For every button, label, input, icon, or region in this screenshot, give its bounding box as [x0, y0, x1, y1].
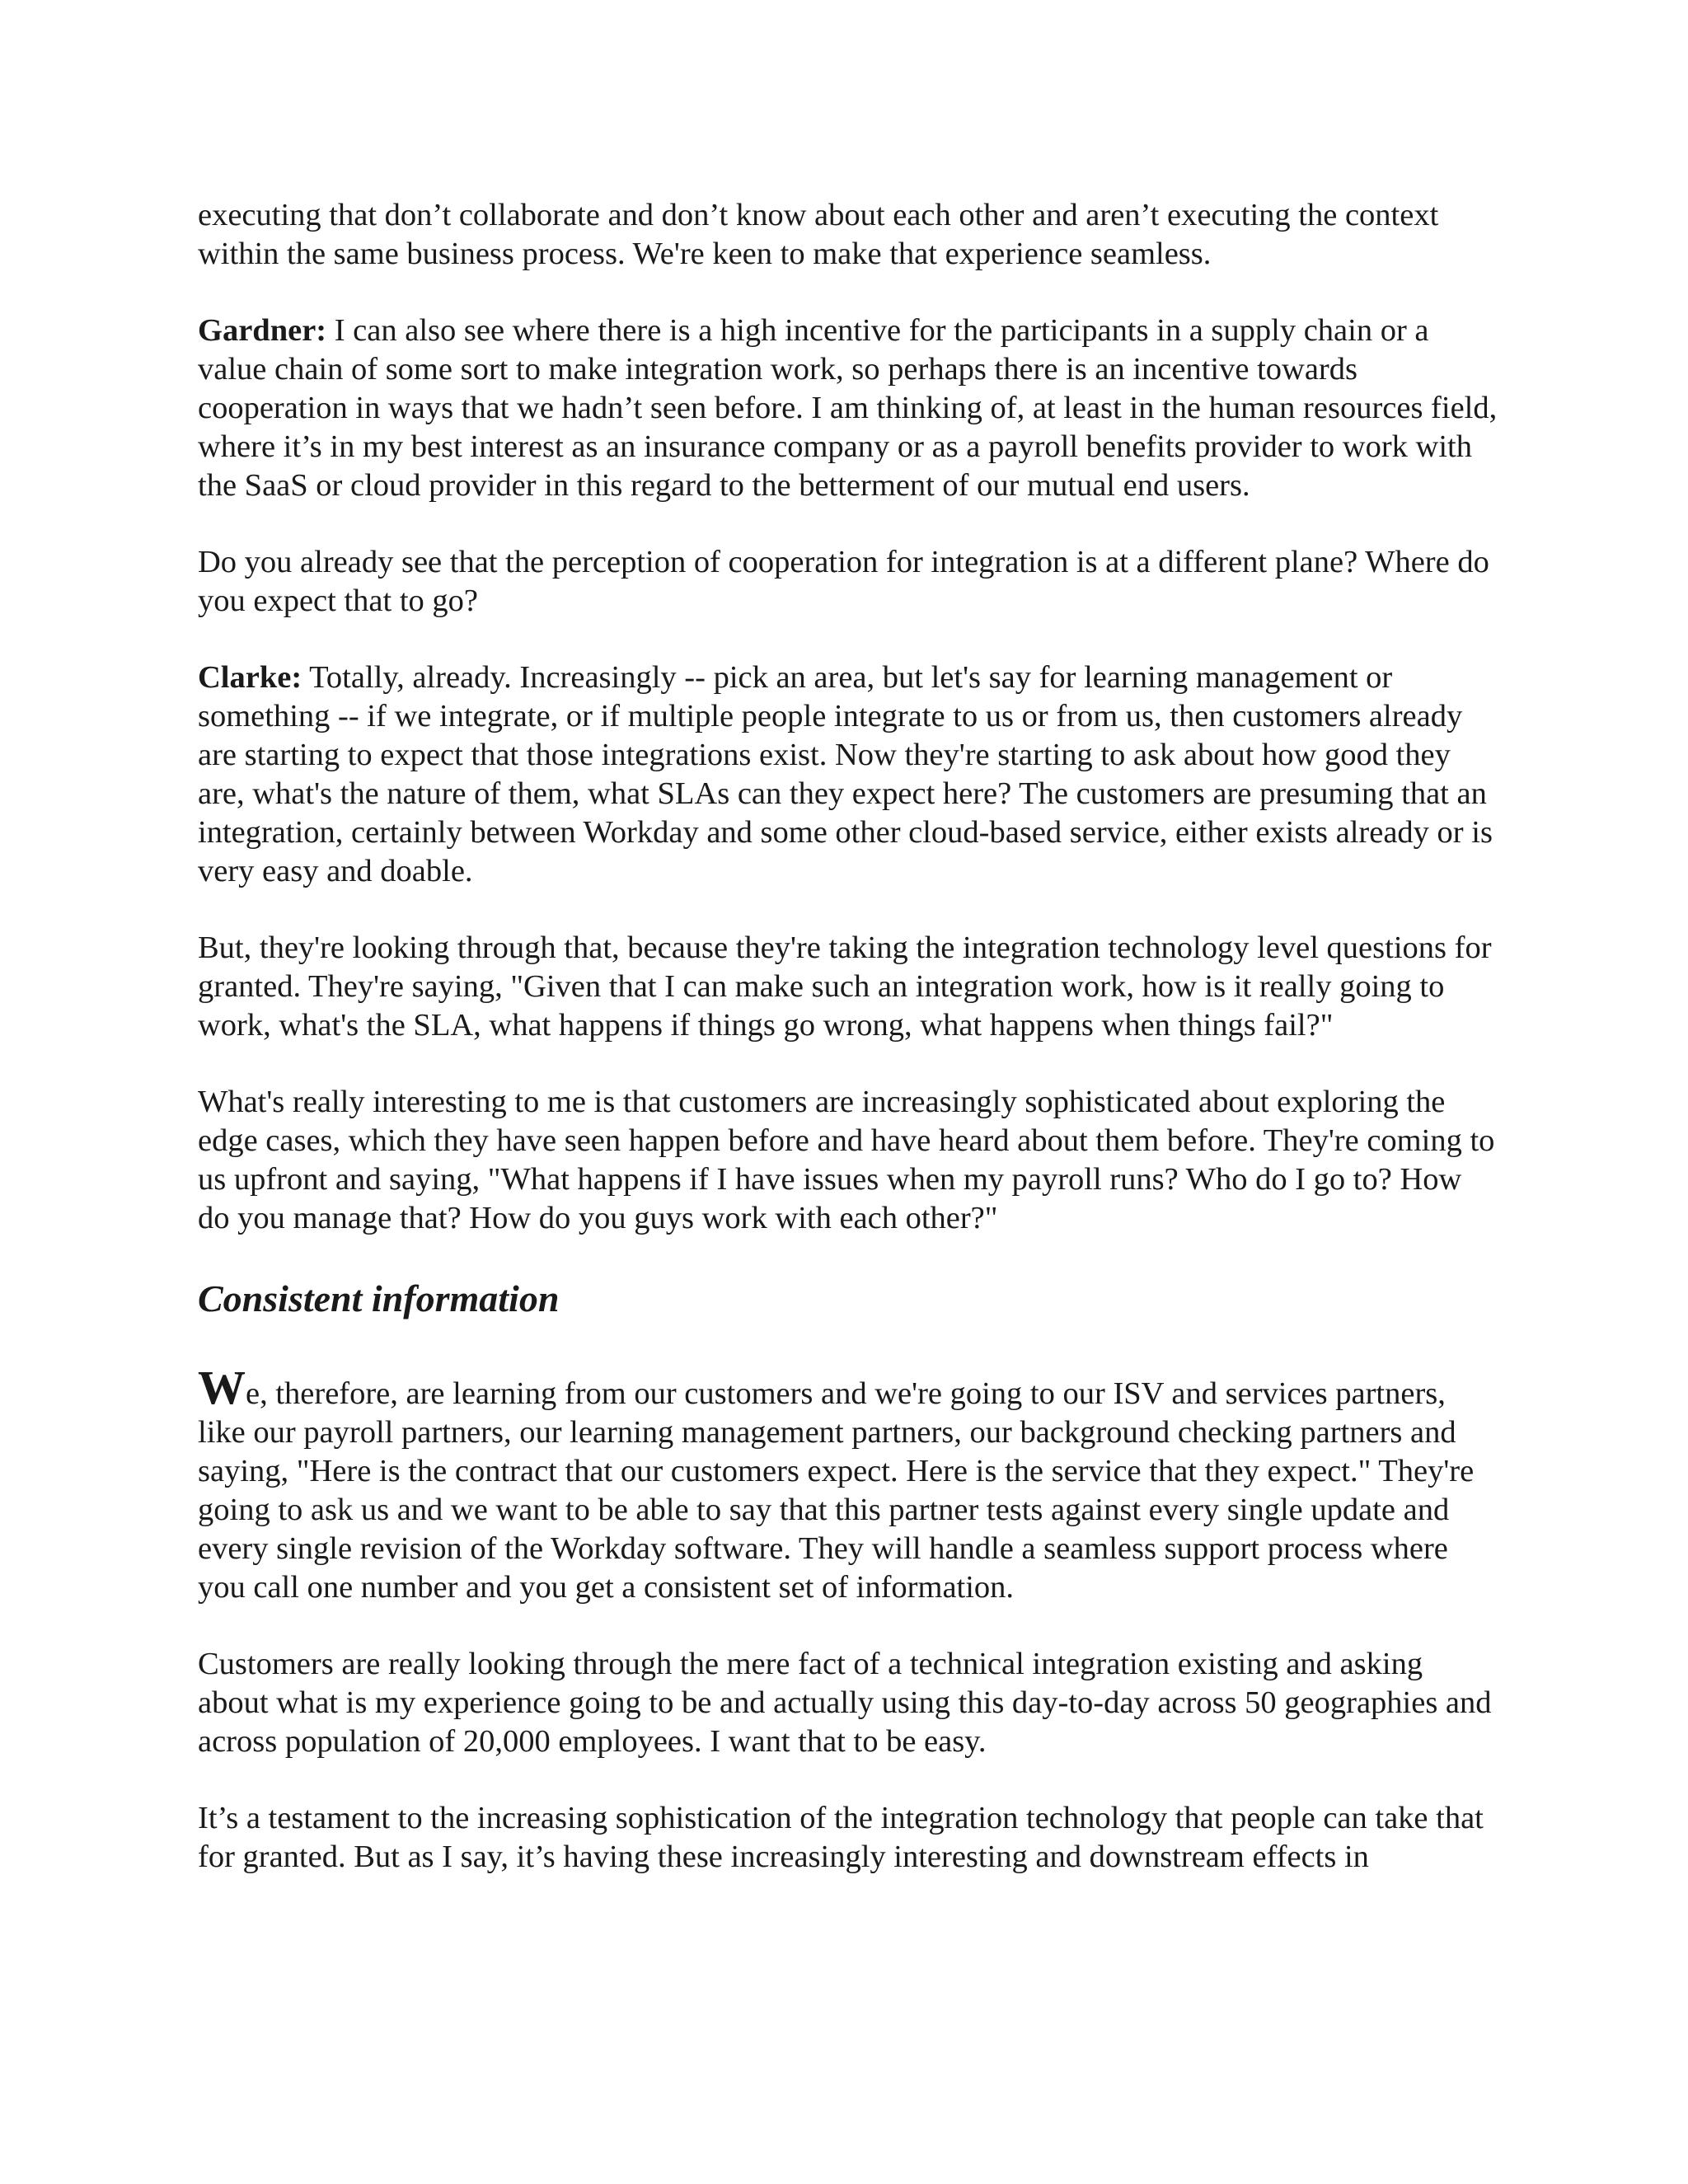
paragraph-text: Totally, already. Increasingly -- pick an area, but let's say for learning management or something -- if we integrate, or if multiple people integrate to us or from us, then customers already are starting to expect that those integrations exist. Now they're starting to ask about how good they are, what's the nature of them, what SLAs can they expect here? The customers are presuming that an integration, certainly between Workday and some other cloud-based service, either exists already or is very easy and doable. [198, 660, 1493, 888]
paragraph-dropcap [198, 1361, 1500, 1607]
paragraph-clarke [198, 658, 1500, 891]
paragraph: Customers are really looking through the mere fact of a technical integration existing and asking about what is my experience going to be and actually using this day-to-day across 50 geographies and across population of 20,000 employees. I want that to be easy. [198, 1647, 1492, 1759]
paragraph: What's really interesting to me is that customers are increasingly sophisticated about exploring the edge cases, which they have seen happen before and have heard about them before. They're coming to us upfront and saying, "What happens if I have issues when my payroll runs? Who do I go to? How do you manage that? How do you guys work with each other?" [198, 1085, 1495, 1235]
paragraph-text: e, therefore, are learning from our customers and we're going to our ISV and services partners, like our payroll partners, our learning management partners, our background checking partners and saying, "Here is the contract that our customers expect. Here is the service that they expect." They're going to ask us and we want to be able to say that this partner tests against every single update and every single revision of the Workday software. They will handle a seamless support process where you call one number and you get a consistent set of information. [198, 1376, 1475, 1605]
speaker-name: Gardner: [198, 313, 327, 348]
speaker-name: Clarke: [198, 660, 302, 695]
section-heading: Consistent information [198, 1277, 560, 1319]
paragraph: It’s a testament to the increasing sophistication of the integration technology that people can take that for granted. But as I say, it’s having these increasingly interesting and downstream effects in [198, 1801, 1484, 1874]
paragraph: executing that don’t collaborate and don’t know about each other and aren’t executing the context within the same business process. We're keen to make that experience seamless. [198, 198, 1439, 271]
paragraph: Do you already see that the perception of cooperation for integration is at a different plane? Where do you expect that to go? [198, 545, 1489, 618]
document-body [198, 196, 1500, 1915]
paragraph: But, they're looking through that, because they're taking the integration technology level questions for granted. They're saying, "Given that I can make such an integration work, how is it really going to work, what's the SLA, what happens if things go wrong, what happens when things fail?" [198, 930, 1492, 1043]
paragraph-gardner [198, 312, 1500, 505]
paragraph-text: I can also see where there is a high incentive for the participants in a supply chain or a value chain of some sort to make integration work, so perhaps there is an incentive towards cooperation in ways that we hadn’t seen before. I am thinking of, at least in the human resources field, where it’s in my best interest as an insurance company or as a payroll benefits provider to work with the SaaS or cloud provider in this regard to the betterment of our mutual end users. [198, 313, 1498, 503]
drop-cap: W [198, 1361, 246, 1414]
